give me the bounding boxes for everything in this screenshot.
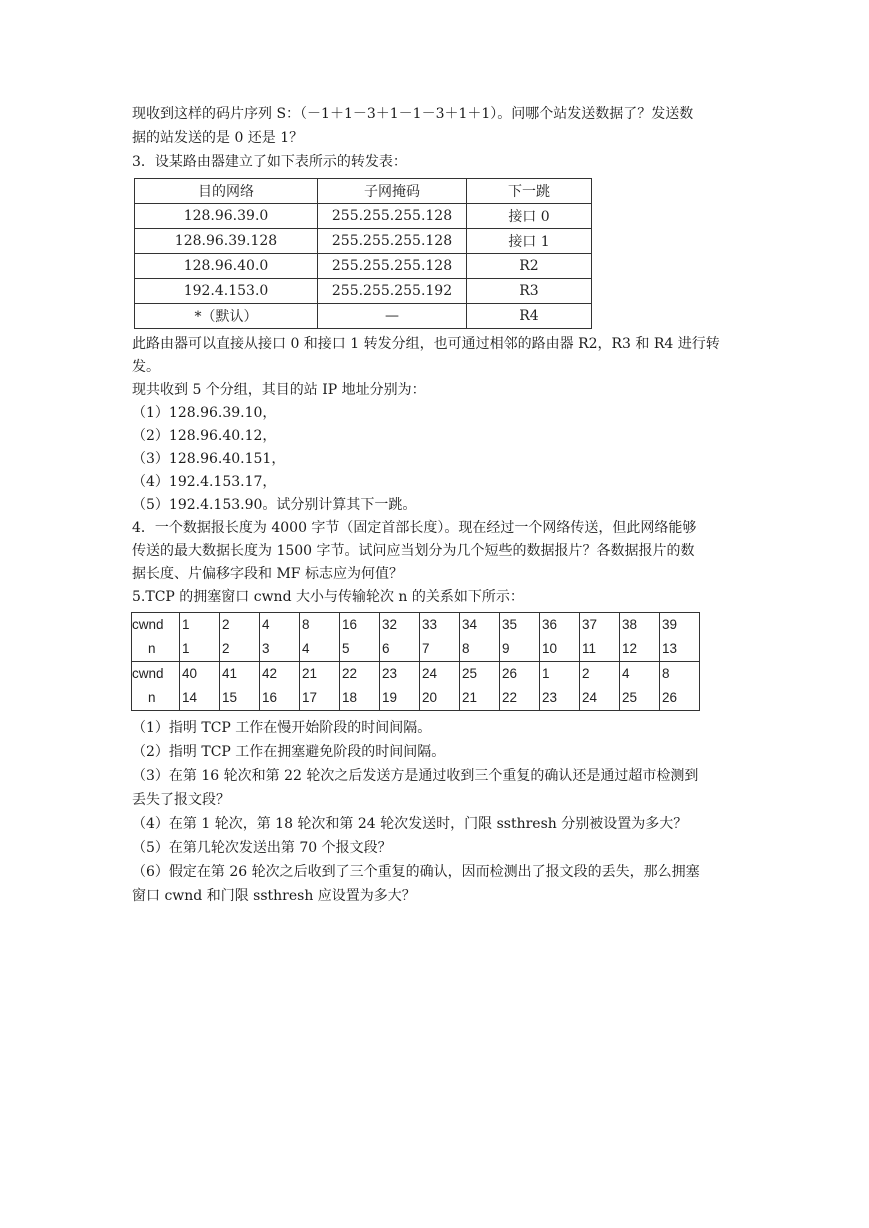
cwnd-value: 39 [662, 617, 678, 632]
cwnd-value: 34 [462, 617, 478, 632]
header-destination: 目的网络 [135, 179, 318, 204]
table-cell [300, 613, 340, 662]
table-row [135, 229, 592, 254]
table-cell [660, 662, 700, 711]
row-label-cell [132, 662, 180, 711]
table-cell [180, 613, 220, 662]
cwnd-value: 21 [302, 666, 318, 681]
intro-line-2: 据的站发送的是 0 还是 1？ [132, 130, 304, 146]
q5-item-3-line-2: 丢失了报文段？ [132, 792, 230, 808]
cell-destination: 128.96.39.0 [135, 204, 318, 229]
q5-item-3-line-1: （3）在第 16 轮次和第 22 轮次之后发送方是通过收到三个重复的确认还是通过超市检测到 [132, 768, 699, 784]
question-3-title: 3．设某路由器建立了如下表所示的转发表： [132, 154, 407, 170]
cwnd-value: 33 [422, 617, 438, 632]
cell-destination: 128.96.40.0 [135, 254, 318, 279]
n-value: 5 [342, 641, 350, 656]
n-value: 2 [222, 641, 230, 656]
cwnd-value: 22 [342, 666, 358, 681]
q3-description-line-1: 此路由器可以直接从接口 0 和接口 1 转发分组，也可通过相邻的路由器 R2，R3 和 R4 进行转 [132, 336, 720, 352]
n-value: 9 [502, 641, 510, 656]
n-value: 3 [262, 641, 270, 656]
n-value: 23 [542, 690, 558, 705]
header-subnet-mask: 子网掩码 [318, 179, 467, 204]
cell-next-hop: 接口 0 [467, 204, 592, 229]
table-cell [540, 613, 580, 662]
cwnd-value: 8 [662, 666, 670, 681]
q5-item-6-line-1: （6）假定在第 26 轮次之后收到了三个重复的确认，因而检测出了报文段的丢失，那么拥塞 [132, 864, 700, 880]
cell-mask: 255.255.255.128 [318, 204, 467, 229]
cwnd-value: 40 [182, 666, 198, 681]
cwnd-value: 24 [422, 666, 438, 681]
table-cell [220, 662, 260, 711]
cwnd-value: 23 [382, 666, 398, 681]
table-cell [500, 662, 540, 711]
table-cell [420, 613, 460, 662]
tcp-cwnd-table [131, 612, 700, 711]
table-cell [620, 662, 660, 711]
cwnd-value: 35 [502, 617, 518, 632]
table-cell [380, 662, 420, 711]
table-cell [460, 613, 500, 662]
row-label-cell [132, 613, 180, 662]
cwnd-value: 25 [462, 666, 478, 681]
cell-destination: *（默认） [135, 304, 318, 329]
n-value: 1 [182, 641, 190, 656]
cwnd-label: cwnd [132, 617, 164, 632]
cwnd-value: 42 [262, 666, 278, 681]
header-next-hop: 下一跳 [467, 179, 592, 204]
cwnd-value: 8 [302, 617, 310, 632]
n-value: 20 [422, 690, 438, 705]
n-value: 21 [462, 690, 478, 705]
q3-description-line-2: 发。 [132, 359, 160, 375]
n-label: n [148, 641, 156, 656]
q5-item-6-line-2: 窗口 cwnd 和门限 ssthresh 应设置为多大？ [132, 888, 416, 904]
cell-next-hop: R2 [467, 254, 592, 279]
n-value: 18 [342, 690, 358, 705]
q5-item-1: （1）指明 TCP 工作在慢开始阶段的时间间隔。 [132, 720, 432, 736]
table-row [135, 304, 592, 329]
q3-item-4: （4）192.4.153.17， [132, 474, 277, 490]
cwnd-value: 4 [622, 666, 630, 681]
n-value: 10 [542, 641, 558, 656]
table-cell [620, 613, 660, 662]
table-cell [340, 662, 380, 711]
table-cell [300, 662, 340, 711]
n-value: 19 [382, 690, 398, 705]
q3-item-3: （3）128.96.40.151， [132, 451, 286, 467]
q5-item-5: （5）在第几轮次发送出第 70 个报文段？ [132, 840, 392, 856]
cell-mask: — [318, 304, 467, 329]
intro-line-1: 现收到这样的码片序列 S：（－1＋1－3＋1－1－3＋1＋1）。问哪个站发送数据了？发送数 [132, 106, 694, 122]
table-cell [260, 662, 300, 711]
table-cell [660, 613, 700, 662]
table-cell [380, 613, 420, 662]
cwnd-value: 1 [182, 617, 190, 632]
q3-received-text: 现共收到 5 个分组，其目的站 IP 地址分别为： [132, 382, 426, 398]
cwnd-value: 41 [222, 666, 238, 681]
table-row [135, 279, 592, 304]
table-cell [220, 613, 260, 662]
table-cell [540, 662, 580, 711]
table-cell [260, 613, 300, 662]
n-value: 17 [302, 690, 318, 705]
table-row [132, 613, 700, 662]
cwnd-label: cwnd [132, 666, 164, 681]
cwnd-value: 1 [542, 666, 550, 681]
table-row [135, 204, 592, 229]
n-value: 13 [662, 641, 678, 656]
cwnd-value: 37 [582, 617, 598, 632]
cwnd-value: 4 [262, 617, 270, 632]
cwnd-value: 32 [382, 617, 398, 632]
q5-title: 5.TCP 的拥塞窗口 cwnd 大小与传输轮次 n 的关系如下所示： [132, 589, 524, 605]
q4-line-2: 传送的最大数据长度为 1500 字节。试问应当划分为几个短些的数据报片？各数据报片的数 [132, 543, 695, 559]
table-cell [460, 662, 500, 711]
cell-destination: 128.96.39.128 [135, 229, 318, 254]
n-value: 22 [502, 690, 518, 705]
table-row [135, 254, 592, 279]
q3-item-1: （1）128.96.39.10， [132, 405, 277, 421]
q4-line-1: 4．一个数据报长度为 4000 字节（固定首部长度）。现在经过一个网络传送，但此网络能够 [132, 520, 697, 536]
cell-mask: 255.255.255.128 [318, 254, 467, 279]
cell-next-hop: R3 [467, 279, 592, 304]
n-value: 24 [582, 690, 598, 705]
cell-mask: 255.255.255.192 [318, 279, 467, 304]
n-value: 14 [182, 690, 198, 705]
table-cell [580, 613, 620, 662]
n-value: 6 [382, 641, 390, 656]
q5-item-2: （2）指明 TCP 工作在拥塞避免阶段的时间间隔。 [132, 744, 446, 760]
n-value: 8 [462, 641, 470, 656]
cell-mask: 255.255.255.128 [318, 229, 467, 254]
q5-item-4: （4）在第 1 轮次，第 18 轮次和第 24 轮次发送时，门限 ssthresh 分别被设置为多大？ [132, 816, 688, 832]
table-cell [180, 662, 220, 711]
routing-table-header [135, 179, 592, 204]
n-value: 25 [622, 690, 638, 705]
n-value: 16 [262, 690, 278, 705]
n-value: 26 [662, 690, 678, 705]
n-value: 11 [582, 641, 597, 656]
table-cell [340, 613, 380, 662]
q3-item-5: （5）192.4.153.90。试分别计算其下一跳。 [132, 497, 417, 513]
table-cell [580, 662, 620, 711]
cell-next-hop: 接口 1 [467, 229, 592, 254]
cwnd-value: 2 [222, 617, 230, 632]
cwnd-value: 36 [542, 617, 558, 632]
table-row [132, 662, 700, 711]
n-value: 7 [422, 641, 430, 656]
cwnd-value: 26 [502, 666, 518, 681]
cell-next-hop: R4 [467, 304, 592, 329]
cell-destination: 192.4.153.0 [135, 279, 318, 304]
n-value: 12 [622, 641, 638, 656]
n-value: 4 [302, 641, 310, 656]
q3-item-2: （2）128.96.40.12， [132, 428, 277, 444]
table-cell [500, 613, 540, 662]
n-value: 15 [222, 690, 238, 705]
cwnd-value: 16 [342, 617, 358, 632]
cwnd-value: 2 [582, 666, 590, 681]
n-label: n [148, 690, 156, 705]
cwnd-value: 38 [622, 617, 638, 632]
routing-table [134, 178, 592, 329]
q4-line-3: 据长度、片偏移字段和 MF 标志应为何值？ [132, 566, 403, 582]
table-cell [420, 662, 460, 711]
